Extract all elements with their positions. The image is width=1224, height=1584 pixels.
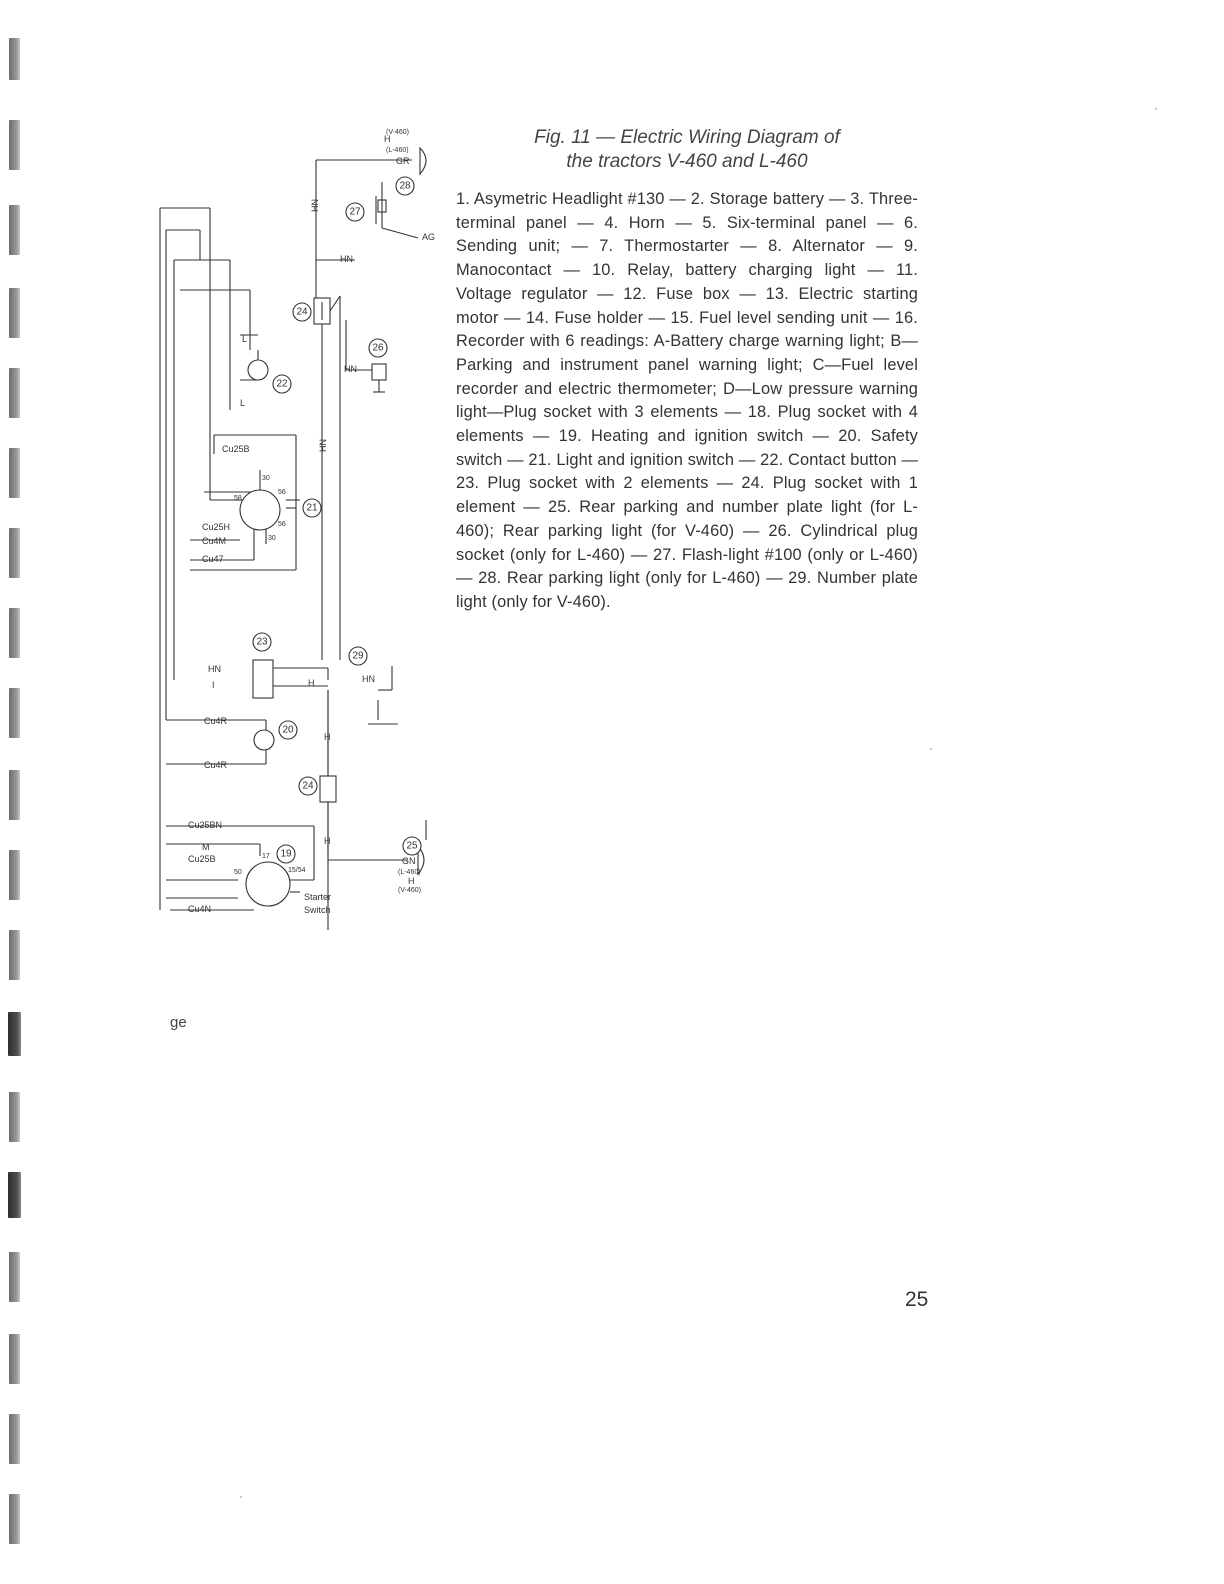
caption-line: Fig. 11 — Electric Wiring Diagram of [534,127,840,148]
wire-label: HN [208,664,221,674]
wire-label: Cu25B [222,444,250,454]
wire-label: Cu25BN [188,820,223,830]
wire-label: HN [344,364,357,374]
binding-mark [9,688,20,738]
terminal-label: 58 [234,495,242,502]
terminal-label: 56 [278,489,286,496]
callout-label: 19 [280,848,292,860]
binding-mark [9,368,20,418]
wire-label: H [324,836,331,846]
binding-mark [9,770,20,820]
wire-label: Cu4N [188,904,212,914]
wire-label: M [202,842,210,852]
binding-mark [9,1414,20,1464]
wire-label: Cu4R [204,760,228,770]
binding-mark [9,38,20,80]
binding-mark [9,1334,20,1384]
callout-label: 22 [276,378,288,390]
callout-label: 29 [352,650,364,662]
binding-mark [9,850,20,900]
wire-label: L [240,398,246,408]
terminal-label: 15/54 [288,867,306,874]
figure-legend: 1. Asymetric Headlight #130 — 2. Storage battery — 3. Three-terminal panel — 4. Horn — 5. Six-terminal panel — 6. Sending unit; — 7. Thermostarter — 8. Alternator — 9. Manocontact — 10. Relay, battery charging light — 11. Voltage regulator — 12. Fuse box — 13. Electric starting motor — 14. Fuse holder — 15. Fuel level sending unit — 16. Recorder with 6 readings: A-Battery charge warning light; B—Parking and instrument panel warning light; C—Fuel level recorder and electric thermometer; D—Low pressure warning light—Plug socket with 3 elements — 18. Plug socket with 4 elements — 19. Heating and ignition switch — 20. Safety switch — 21. Light and ignition switch — 22. Contact button — 23. Plug socket with 2 elements — 24. Plug socket with 1 element — 25. Rear parking and number plate light (for L-460); Rear parking light (for V-460) — 26. Cylindrical plug socket (only for L-460) — 27. Flash-light #100 (only or L-460) — 28. Rear parking light (only for L-460) — 29. Number plate light (only for V-460). [456,190,918,611]
terminal-label: 30 [262,475,270,482]
terminal-label: 17 [262,853,270,860]
wire-label: HN [310,199,320,212]
binding-mark [9,1252,20,1302]
callout-label: 23 [256,636,268,648]
callout-label: 27 [349,206,361,218]
wire-label: HN [318,439,328,452]
callout-label: 25 [406,840,418,852]
wiring-diagram-svg [150,120,450,930]
callout-label: 28 [399,180,411,192]
binding-mark [9,120,20,170]
caption-line: the tractors V-460 and L-460 [566,151,808,172]
callout-label: 26 [372,342,384,354]
binding-mark [9,930,20,980]
wire-label: HN [362,674,375,684]
wire-label: Cu4R [204,716,228,726]
binding-mark [9,608,20,658]
binding-mark [9,1494,20,1544]
starter-label: Switch [304,905,331,915]
wire-label: H [308,678,315,688]
wire-label: (V-460) [386,129,409,136]
wire-label: (L-460) [398,869,421,876]
wire-label: HN [340,254,353,264]
binding-mark [9,205,20,255]
wire-label: Cu25B [188,854,216,864]
scan-speck [1155,108,1157,110]
wire-label: L [242,334,248,344]
wire-label: Cu47 [202,554,224,564]
binding-mark [9,1092,20,1142]
figure-caption [456,126,918,174]
binding-mark [8,1012,21,1056]
wire-label: (V-460) [398,887,421,894]
callout-label: 24 [302,780,314,792]
wiring-diagram [150,120,450,930]
page-number: 25 [905,1288,929,1311]
binding-mark [9,448,20,498]
scan-speck [240,1496,242,1498]
wire-label: GN [402,856,416,866]
wire-label: H [384,134,391,144]
starter-label: Starter [304,892,332,902]
wire-label: Cu4M [202,536,227,546]
wire-label: H [408,876,415,886]
callout-label: 21 [306,502,318,514]
wire-label: GR [396,156,410,166]
scan-speck [930,748,932,750]
callout-label: 24 [296,306,308,318]
wire-label: Cu25H [202,522,231,532]
binding-mark [9,288,20,338]
binding-mark [9,528,20,578]
callout-label: 20 [282,724,294,736]
wire-label: I [212,680,215,690]
margin-note: ge [170,1014,187,1031]
wire-label: AG [422,232,436,242]
terminal-label: 56 [278,521,286,528]
terminal-label: 50 [234,869,242,876]
binding-mark [8,1172,21,1218]
terminal-label: 30 [268,535,276,542]
wire-label: H [324,732,331,742]
wire-label: (L-460) [386,147,409,154]
